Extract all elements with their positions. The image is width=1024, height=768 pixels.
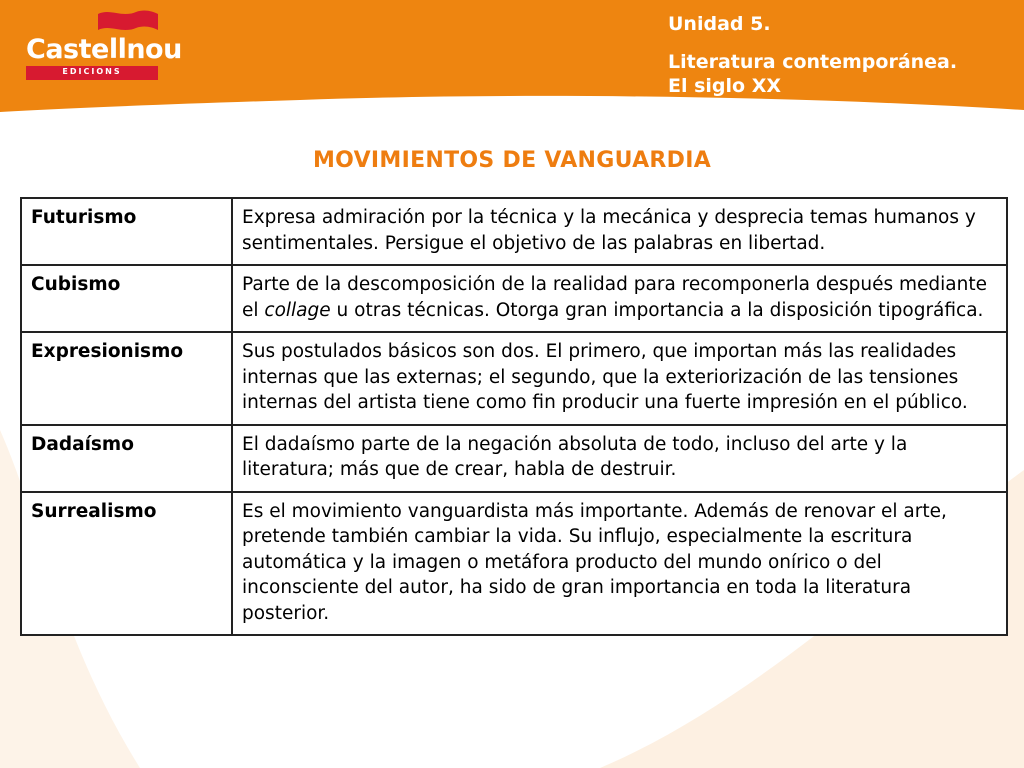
- table-row: [21, 492, 1007, 636]
- logo-name: Castellnou: [26, 34, 182, 65]
- table-row: [21, 425, 1007, 492]
- movement-description: Expresa admiración por la técnica y la mecánica y desprecia temas humanos y sentimentales. Persigue el objetivo de las palabras en libertad.: [232, 198, 1007, 265]
- movement-description: Es el movimiento vanguardista más importante. Además de renovar el arte, pretende también cambiar la vida. Su influjo, especialmente la escritura automática y la imagen o metáfora producto del mundo onírico o del inconsciente del autor, ha sido de gran importancia en toda la literatura posterior.: [232, 492, 1007, 636]
- description-part: u otras técnicas. Otorga gran importancia a la disposición tipográfica.: [330, 299, 984, 321]
- page-title: MOVIMIENTOS DE VANGUARDIA: [312, 148, 712, 173]
- movement-name: Dadaísmo: [21, 425, 232, 492]
- table-row: [21, 265, 1007, 332]
- movement-name: Cubismo: [21, 265, 232, 332]
- movement-name: Expresionismo: [21, 332, 232, 425]
- unit-topic-line2: El siglo XX: [668, 75, 782, 97]
- movement-name: Surrealismo: [21, 492, 232, 636]
- description-part: Parte de la descomposición de la realidad para recomponerla después mediante el: [242, 274, 988, 321]
- unit-heading: [668, 12, 957, 98]
- castellnou-logo: [22, 8, 182, 80]
- movements-table: [20, 197, 1008, 636]
- movement-description: [232, 265, 1007, 332]
- movement-name: Futurismo: [21, 198, 232, 265]
- movement-description: Sus postulados básicos son dos. El primero, que importan más las realidades internas que las externas; el segundo, que la exteriorización de las tensiones internas del artista tiene como fin producir una fuerte impresión en el público.: [232, 332, 1007, 425]
- unit-title: Unidad 5.: [668, 13, 771, 35]
- movement-description: El dadaísmo parte de la negación absoluta de todo, incluso del arte y la literatura; más que de crear, habla de destruir.: [232, 425, 1007, 492]
- unit-topic-line1: Literatura contemporánea.: [668, 51, 958, 73]
- logo-subtitle: EDICIONS: [62, 67, 122, 76]
- table-row: [21, 198, 1007, 265]
- table-row: [21, 332, 1007, 425]
- description-emphasis: collage: [264, 299, 331, 321]
